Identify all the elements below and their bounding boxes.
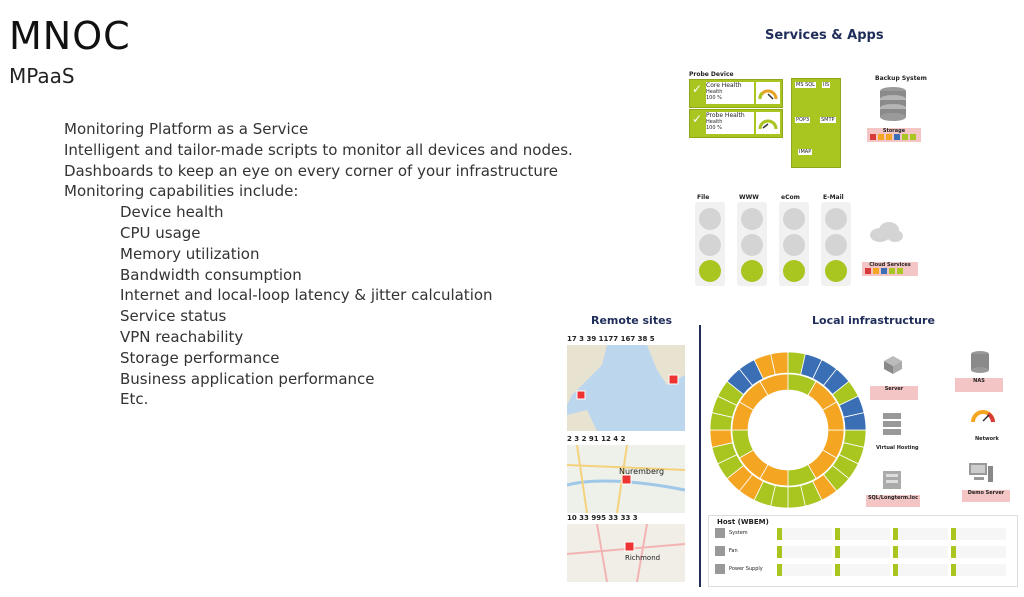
sensor-cell <box>951 546 1006 558</box>
core-health-tile <box>689 79 783 108</box>
network-label: Network <box>975 436 999 442</box>
map-nuremberg <box>567 445 685 513</box>
bullet-item: VPN reachability <box>120 327 244 346</box>
iis-label: IIS <box>823 82 830 88</box>
sensor-cell <box>835 546 890 558</box>
sql-badge: SQL/Longterm.loc <box>866 495 920 507</box>
light-lamp <box>825 234 847 256</box>
sensor-cell <box>777 564 832 576</box>
light-lamp <box>741 208 763 230</box>
bullet-item: Memory utilization <box>120 244 260 263</box>
traffic-light <box>695 202 725 286</box>
bullet-item: Storage performance <box>120 348 280 367</box>
probe-health-label: Probe Health <box>706 112 745 119</box>
backup-system-label: Backup System <box>875 75 927 82</box>
bullet-item: Monitoring Platform as a Service <box>64 120 309 138</box>
server-rack-icon <box>882 412 902 436</box>
sensor-cell <box>777 546 832 558</box>
probe-health-tile <box>689 109 783 138</box>
probe-health-value: 100 % <box>706 125 722 131</box>
bullet-item: Monitoring capabilities include: <box>64 182 299 201</box>
gauge-icon <box>756 82 780 104</box>
host-row-label: Fan <box>729 548 738 554</box>
light-lamp <box>783 234 805 256</box>
hardware-icon <box>715 528 725 538</box>
bullet-item: Internet and local-loop latency & jitter calculation <box>120 286 493 305</box>
probe-device-label: Probe Device <box>689 71 734 78</box>
traffic-light <box>737 202 767 286</box>
ms-sql-label: MS SQL <box>796 82 815 88</box>
host-wbem-panel <box>708 515 1018 587</box>
imap-label: IMAP <box>799 149 812 155</box>
database-icon <box>970 350 990 374</box>
pop3-label: POP3 <box>796 117 810 123</box>
map-city-label: Richmond <box>625 554 661 562</box>
cloud-services-badge: Cloud Services <box>862 262 918 276</box>
light-lamp <box>783 260 805 282</box>
sensor-cell <box>893 564 948 576</box>
local-infra-title: Local infrastructure <box>812 314 935 327</box>
light-lamp <box>825 208 847 230</box>
storage-badge: Storage <box>867 128 921 142</box>
bullet-item: Dashboards to keep an eye on every corner of your infrastructure <box>64 161 558 180</box>
computer-icon <box>968 462 994 484</box>
light-lamp <box>699 208 721 230</box>
light-lamp <box>741 234 763 256</box>
cube-icon <box>883 355 903 375</box>
server-badge: Server <box>870 386 918 400</box>
traffic-light <box>779 202 809 286</box>
smtp-label: SMTP <box>821 117 835 123</box>
mail-services-panel <box>791 78 841 168</box>
remote-stats-2: 2 3 2 91 12 4 2 <box>567 435 626 443</box>
check-icon: ✓ <box>692 82 703 96</box>
light-label: File <box>697 194 710 201</box>
demo-server-badge: Demo Server <box>962 490 1010 502</box>
gauge-icon <box>756 112 780 134</box>
probe-device-panel <box>689 71 781 141</box>
bullet-item: Bandwidth consumption <box>120 265 302 284</box>
sensor-cell <box>835 564 890 576</box>
host-title: Host (WBEM) <box>717 518 769 526</box>
light-lamp <box>741 260 763 282</box>
sensor-cell <box>951 528 1006 540</box>
probe-health-health-label: Health <box>706 119 723 125</box>
bullet-item: Device health <box>120 203 224 222</box>
remote-stats-1: 17 3 39 1177 167 38 5 <box>567 335 655 343</box>
page-subtitle: MPaaS <box>9 64 75 88</box>
page-title: MNOC <box>9 14 131 58</box>
bullet-item: Business application performance <box>120 369 375 388</box>
sensor-cell <box>777 528 832 540</box>
sensor-cell <box>893 528 948 540</box>
bullet-item: Etc. <box>120 390 149 409</box>
divider <box>699 325 701 587</box>
core-health-health-label: Health <box>706 89 723 95</box>
core-health-value: 100 % <box>706 95 722 101</box>
light-lamp <box>699 234 721 256</box>
hardware-icon <box>715 546 725 556</box>
check-icon: ✓ <box>692 112 703 126</box>
core-health-label: Core Health <box>706 82 742 89</box>
map-world <box>567 345 685 431</box>
light-lamp <box>699 260 721 282</box>
bullet-item: Service status <box>120 307 227 326</box>
remote-sites-title: Remote sites <box>591 314 673 327</box>
cloud-icon <box>868 220 904 244</box>
bullet-item: CPU usage <box>120 223 201 242</box>
light-label: E-Mail <box>823 194 844 201</box>
database-icon <box>878 86 908 122</box>
sensor-cell <box>951 564 1006 576</box>
map-richmond <box>567 524 685 582</box>
traffic-light <box>821 202 851 286</box>
services-title: Services & Apps <box>765 28 884 43</box>
database-server-icon <box>882 470 902 490</box>
virtual-hosting-label: Virtual Hosting <box>876 445 919 451</box>
bullet-item: Intelligent and tailor-made scripts to monitor all devices and nodes. <box>64 140 573 159</box>
host-row-label: Power Supply <box>729 566 763 572</box>
nas-badge: NAS <box>955 378 1003 392</box>
remote-stats-3: 10 33 995 33 33 3 <box>567 514 638 522</box>
sunburst-chart <box>708 350 868 510</box>
sensor-cell <box>835 528 890 540</box>
host-row-label: System <box>729 530 748 536</box>
light-label: eCom <box>781 194 800 201</box>
gauge-icon <box>970 405 996 425</box>
light-lamp <box>825 260 847 282</box>
sensor-cell <box>893 546 948 558</box>
hardware-icon <box>715 564 725 574</box>
light-lamp <box>783 208 805 230</box>
light-label: WWW <box>739 194 759 201</box>
bullet-list <box>64 119 573 410</box>
map-city-label: Nuremberg <box>619 467 665 476</box>
